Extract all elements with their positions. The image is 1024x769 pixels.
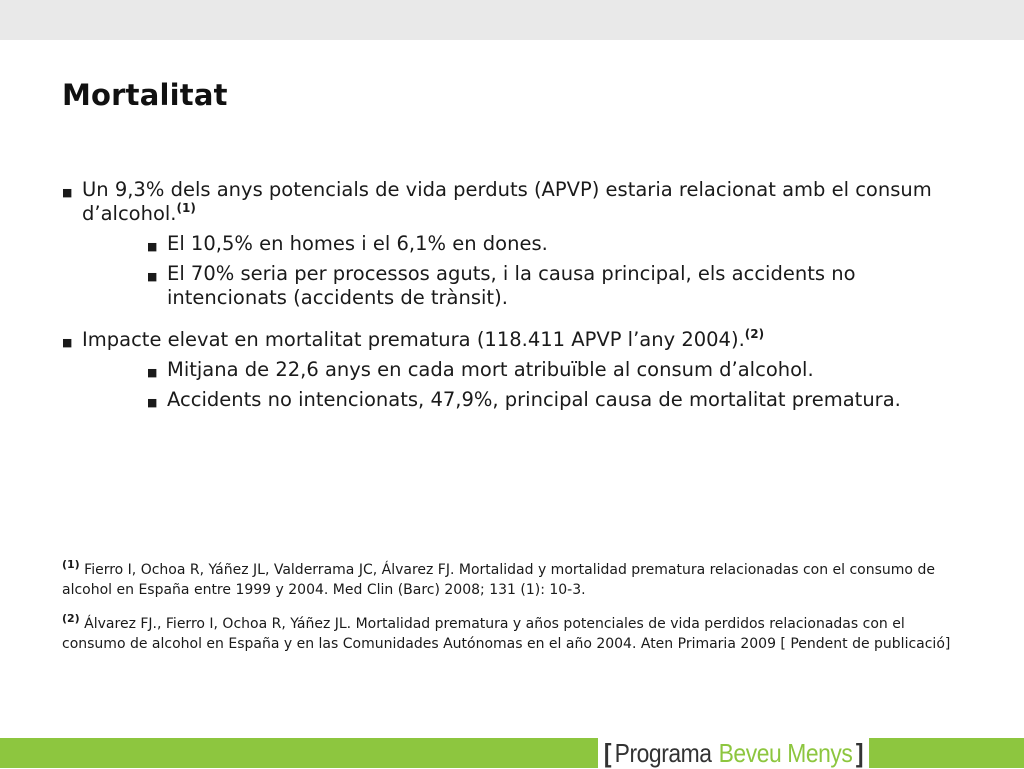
sub-bullet-item	[62, 232, 962, 256]
sub-bullet-text: Accidents no intencionats, 47,9%, principal causa de mortalitat prematura.	[167, 388, 901, 411]
brand-open-bracket: [	[603, 737, 612, 768]
bullet-item-2	[62, 328, 962, 352]
sub-bullet-item	[62, 262, 962, 310]
spacer	[62, 316, 962, 328]
sub-bullet-text: Mitjana de 22,6 anys en cada mort atribuïble al consum d’alcohol.	[167, 358, 814, 381]
bullet-text: Un 9,3% dels anys potencials de vida perduts (APVP) estaria relacionat amb el consum d’alcohol.	[82, 178, 932, 225]
references-section	[62, 560, 962, 668]
brand-word-programa: Programa	[614, 737, 712, 768]
brand-word-beveu-menys: Beveu Menys	[718, 737, 853, 768]
sub-bullet-item	[62, 358, 962, 382]
bullet-square-icon: ■	[147, 270, 158, 283]
sub-bullet-list	[62, 232, 962, 310]
sub-bullet-text: El 70% seria per processos aguts, i la causa principal, els accidents no intencionats (accidents de trànsit).	[167, 262, 856, 309]
brand-close-bracket: ]	[855, 737, 864, 768]
bullet-block-2	[62, 328, 962, 412]
reference-number: (1)	[62, 558, 80, 571]
slide-content	[62, 178, 962, 418]
sub-bullet-item	[62, 388, 962, 412]
brand-logo	[598, 738, 869, 768]
sub-bullet-text: El 10,5% en homes i el 6,1% en dones.	[167, 232, 548, 255]
reference-marker: (1)	[176, 201, 196, 215]
footer-green-bar	[0, 738, 1024, 768]
bullet-square-icon: ■	[147, 240, 158, 253]
bullet-square-icon: ■	[147, 396, 158, 409]
sub-bullet-list	[62, 358, 962, 412]
bullet-square-icon: ■	[147, 366, 158, 379]
bullet-square-icon: ■	[62, 336, 73, 349]
reference-marker: (2)	[744, 327, 765, 341]
reference-item-1	[62, 560, 962, 600]
reference-text: Fierro I, Ochoa R, Yáñez JL, Valderrama JC, Álvarez FJ. Mortalidad y mortalidad prematura relacionadas con el consumo de alcohol en España entre 1999 y 2004. Med Clin (Barc) 2008; 131 (1): 10-3.	[62, 562, 935, 598]
bullet-block-1	[62, 178, 962, 310]
top-header-band	[0, 0, 1024, 40]
bullet-text: Impacte elevat en mortalitat prematura (118.411 APVP l’any 2004).	[82, 328, 745, 351]
reference-item-2	[62, 614, 962, 654]
reference-text: Álvarez FJ., Fierro I, Ochoa R, Yáñez JL. Mortalidad prematura y años potenciales de vida perdidos relacionadas con el consumo de alcohol en España y en las Comunidades Autónomas en el año 2004. Aten Primaria 2009 [ Pendent de publicació]	[62, 616, 951, 652]
slide-title: Mortalitat	[62, 78, 228, 112]
bullet-square-icon: ■	[62, 186, 73, 199]
bullet-item-1	[62, 178, 962, 226]
reference-number: (2)	[62, 612, 80, 625]
